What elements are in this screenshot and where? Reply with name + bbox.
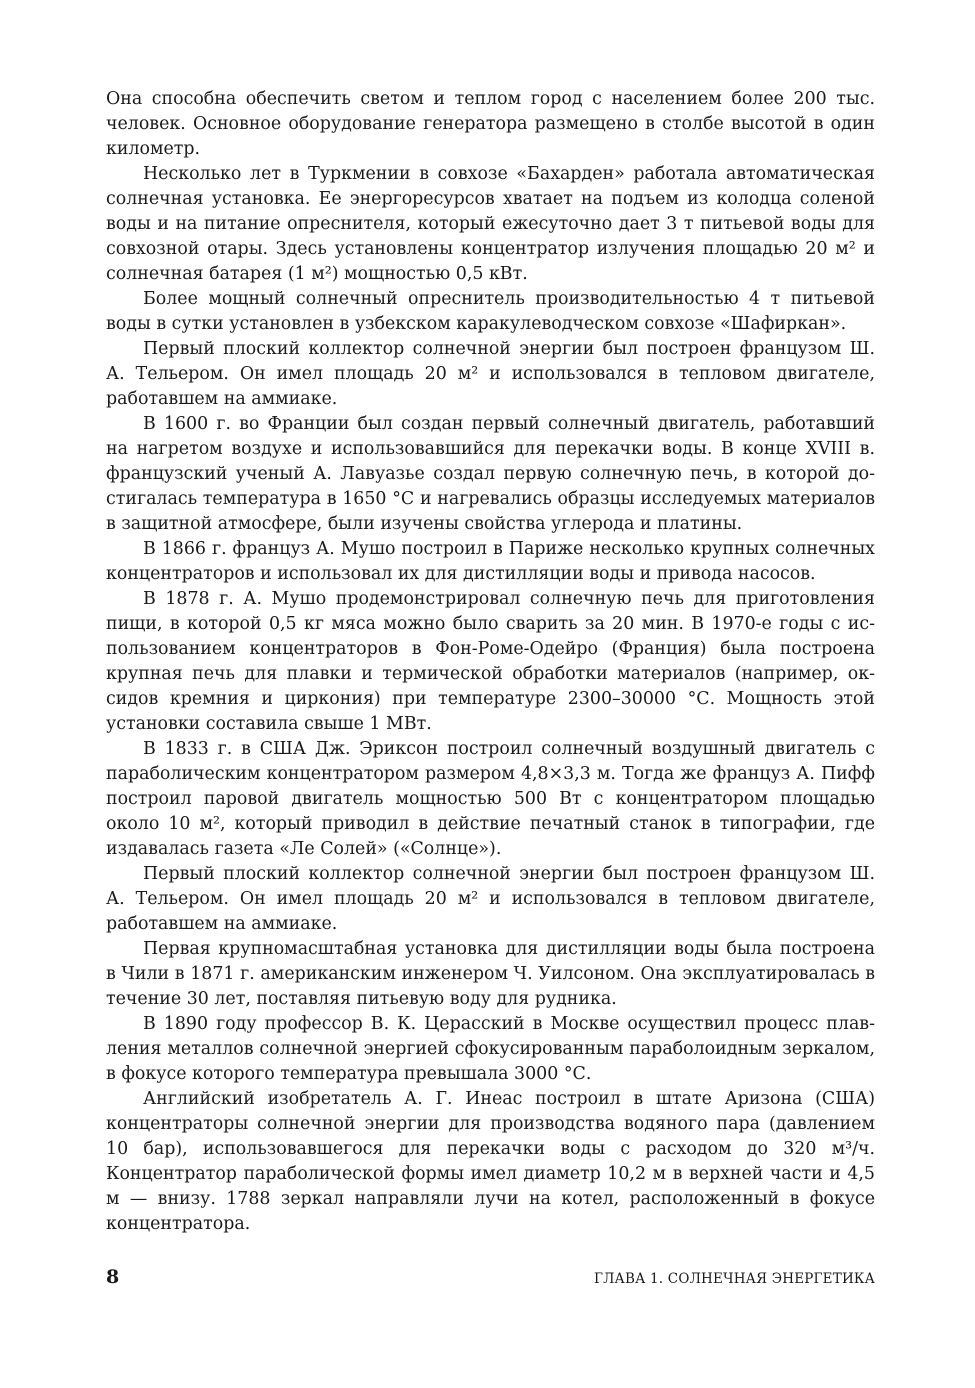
paragraph: В 1833 г. в США Дж. Эриксон построил солнечный воздушный двигатель с параболическим концентратором размером 4,8×3,3 м. Тогда же француз А. Пифф построил паровой двигатель мощностью 500 Вт с концентратором площадью около 10 м², который приводил в действие печатный станок в типографии, где издавалась газета «Ле Солей» («Солнце»). bbox=[106, 739, 875, 859]
page-number: 8 bbox=[106, 1266, 120, 1288]
paragraph: В 1890 году профессор В. К. Церасский в Москве осуществил процесс плавления металлов солнечной энергией сфокусированным параболоидным зеркалом, в фокусе которого температура превышала 3000 °С. bbox=[106, 1014, 875, 1084]
paragraph-continuation: Она способна обеспечить светом и теплом город с населением более 200 тыс. человек. Основное оборудование генератора размещено в столбе высотой в один километр. bbox=[106, 89, 875, 159]
paragraph: Более мощный солнечный опреснитель производительностью 4 т питьевой воды в сутки установлен в узбекском каракулеводческом совхозе «Шафиркан». bbox=[106, 289, 875, 334]
paragraph: В 1600 г. во Франции был создан первый солнечный двигатель, работавший на нагретом воздухе и использовавшийся для перекачки воды. В конце XVIII в. французский ученый А. Лавуазье создал первую солнечную печь, в которой достигалась температура в 1650 °С и нагревались образцы исследуемых материалов в защитной атмосфере, были изучены свойства углерода и платины. bbox=[106, 414, 875, 534]
paragraph: Первая крупномасштабная установка для дистилляции воды была построена в Чили в 1871 г. американским инженером Ч. Уилсоном. Она эксплуатировалась в течение 30 лет, поставляя питьевую воду для рудника. bbox=[106, 939, 875, 1009]
paragraph: Несколько лет в Туркмении в совхозе «Бахарден» работала автоматическая солнечная установка. Ее энергоресурсов хватает на подъем из колодца соленой воды и на питание опреснителя, который ежесуточно дает 3 т питьевой воды для совхозной отары. Здесь установлены концентратор излучения площадью 20 м² и солнечная батарея (1 м²) мощностью 0,5 кВт. bbox=[106, 164, 875, 284]
paragraph: Английский изобретатель А. Г. Инеас построил в штате Аризона (США) концентраторы солнечной энергии для производства водяного пара (давлением 10 бар), использовавшегося для перекачки воды с расходом до 320 м³/ч. Концентратор параболической формы имел диаметр 10,2 м в верхней части и 4,5 м — внизу. 1788 зеркал направляли лучи на котел, расположенный в фокусе концентратора. bbox=[106, 1089, 875, 1234]
running-title: ГЛАВА 1. СОЛНЕЧНАЯ ЭНЕРГЕТИКА bbox=[593, 1271, 875, 1287]
paragraph: В 1878 г. А. Мушо продемонстрировал солнечную печь для приготовления пищи, в которой 0,5 кг мяса можно было сварить за 20 мин. В 1970-е годы с использованием концентраторов в Фон-Роме-Одейро (Франция) была построена крупная печь для плавки и термической обработки материалов (например, оксидов кремния и циркония) при температуре 2300–30000 °С. Мощность этой установки составила свыше 1 МВт. bbox=[106, 589, 875, 734]
paragraph: В 1866 г. француз А. Мушо построил в Париже несколько крупных солнечных концентраторов и использовал их для дистилляции воды и привода насосов. bbox=[106, 539, 875, 584]
paragraph: Первый плоский коллектор солнечной энергии был построен французом Ш. А. Тельером. Он имел площадь 20 м² и использовался в тепловом двигателе, работавшем на аммиаке. bbox=[106, 864, 875, 934]
page-body bbox=[106, 87, 875, 1237]
paragraph: Первый плоский коллектор солнечной энергии был построен французом Ш. А. Тельером. Он имел площадь 20 м² и использовался в тепловом двигателе, работавшем на аммиаке. bbox=[106, 339, 875, 409]
